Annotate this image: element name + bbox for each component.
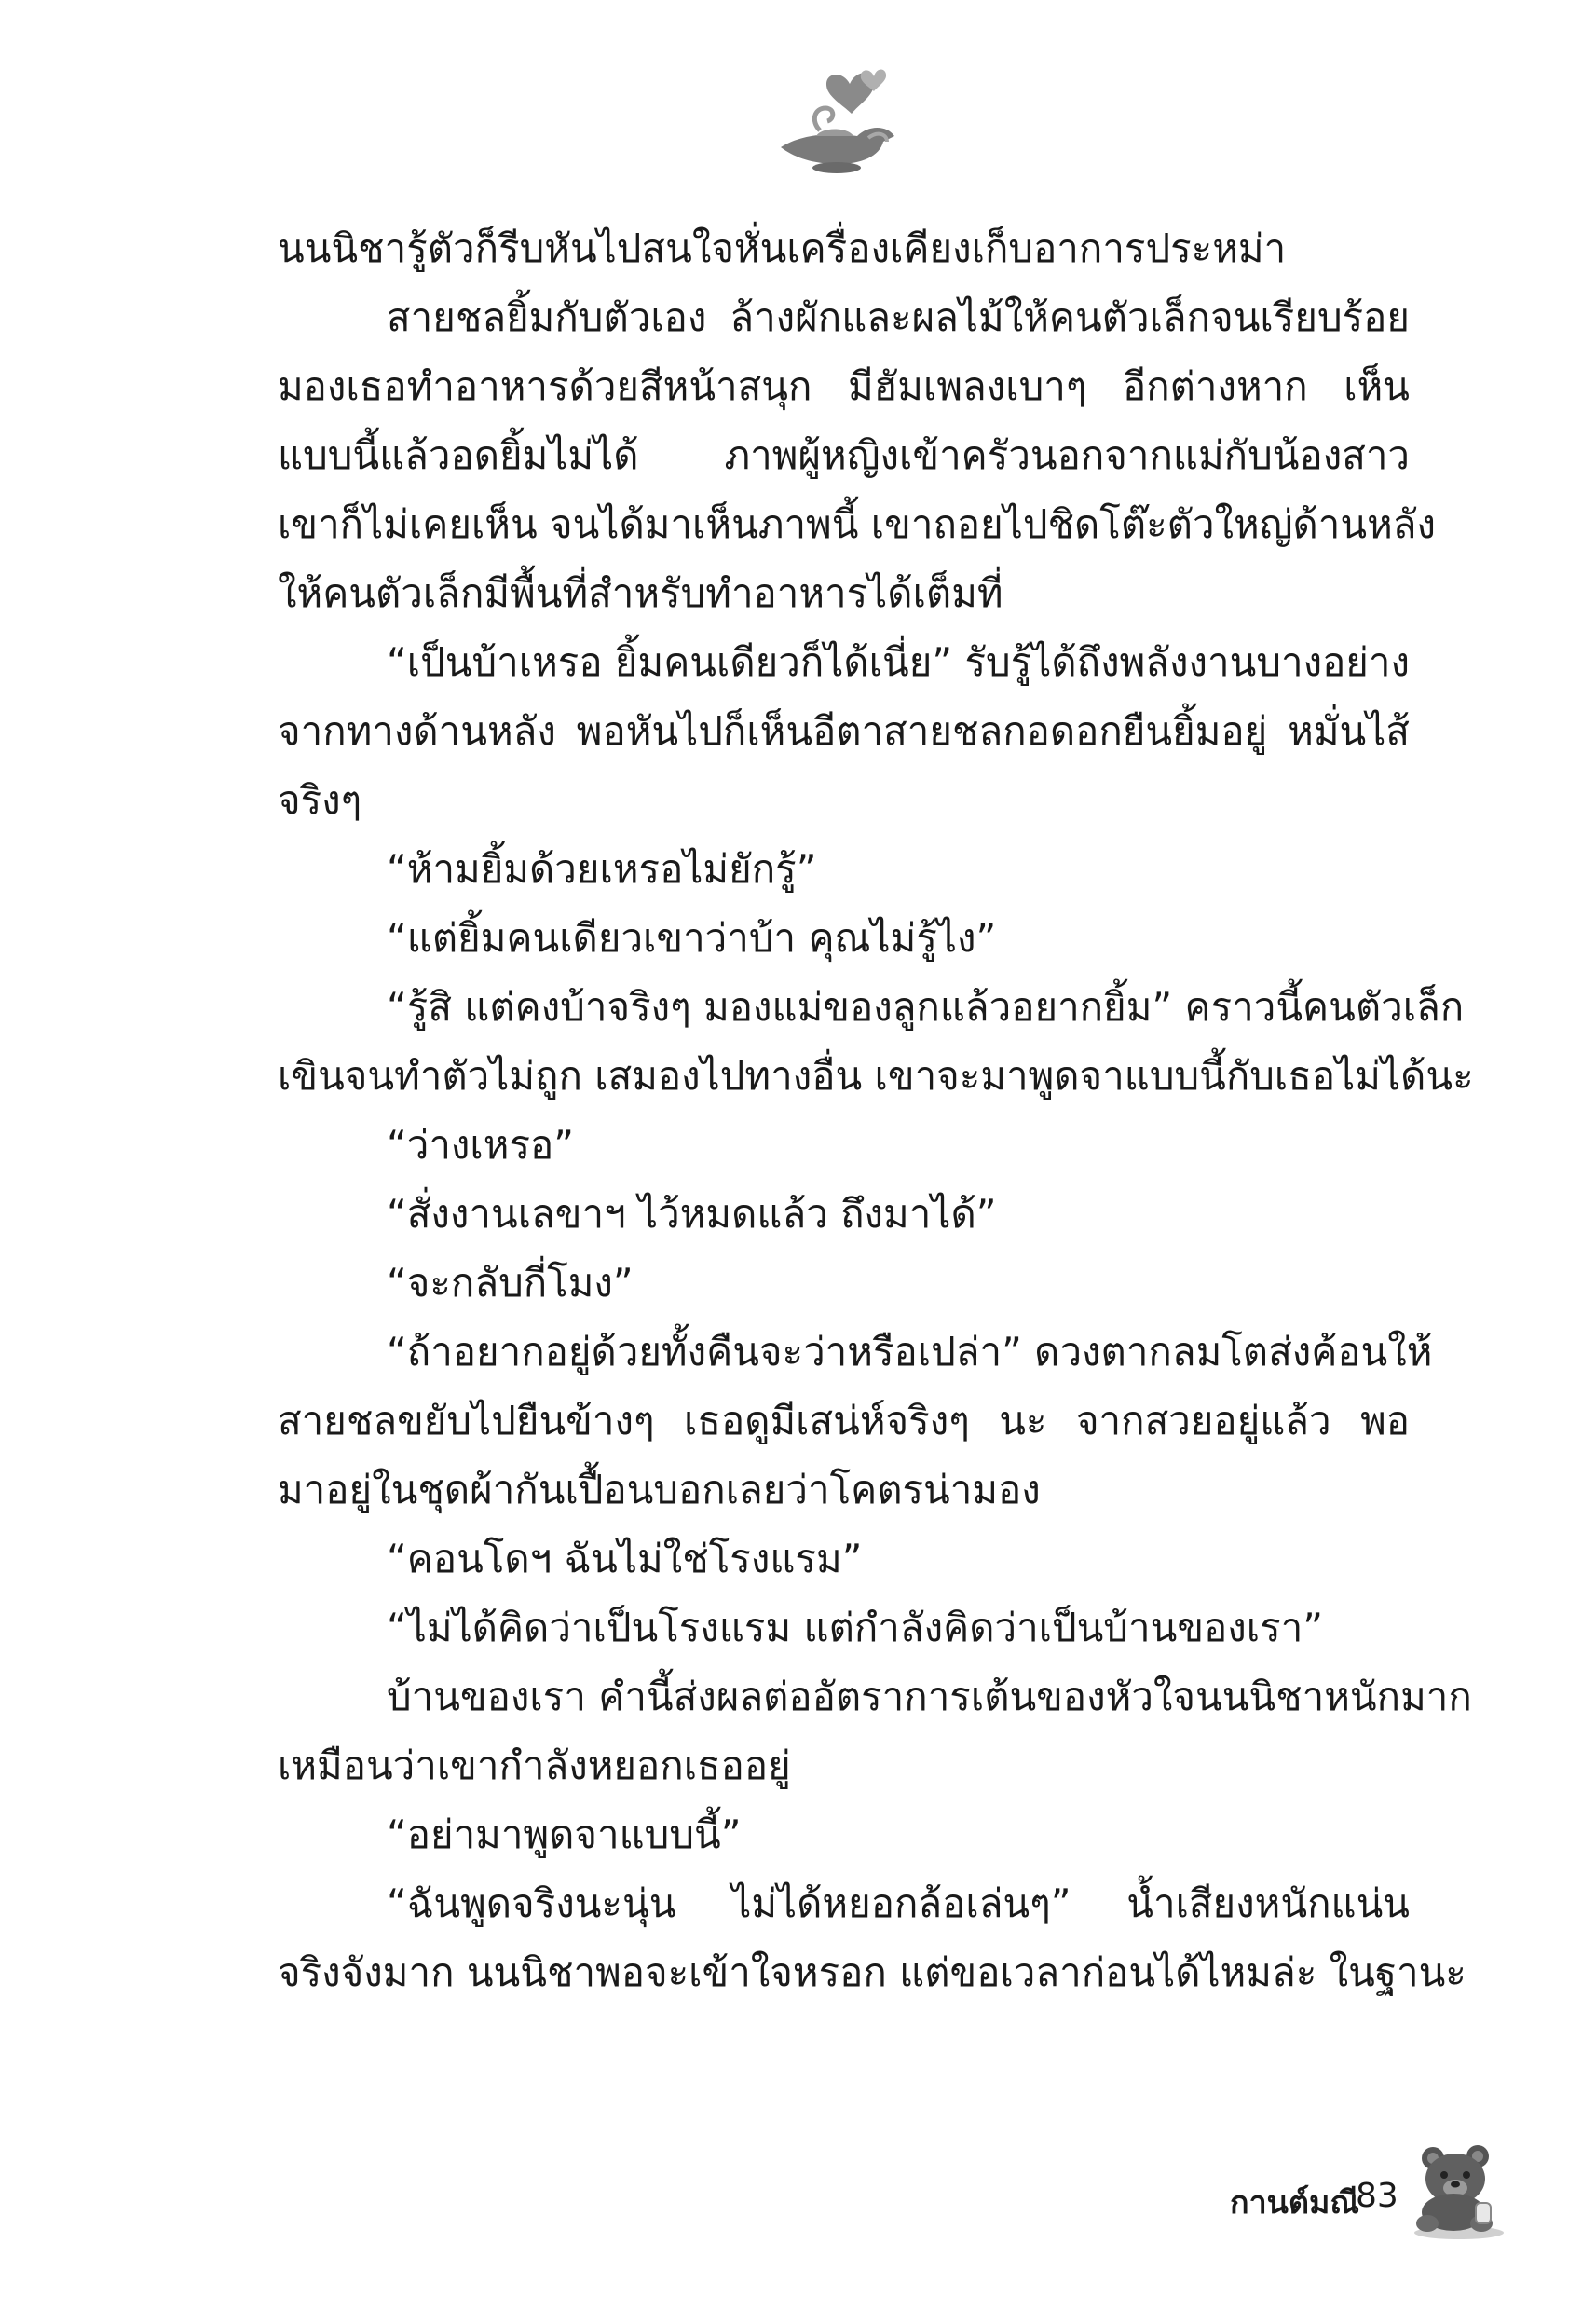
paragraph-line: มาอยู่ในชุดผ้ากันเปื้อนบอกเลยว่าโคตรน่ามอง bbox=[278, 1467, 1041, 1512]
page-footer bbox=[1044, 2143, 1509, 2246]
dialogue-line: “ว่างเหรอ” bbox=[387, 1122, 575, 1168]
dialogue-line: “อย่ามาพูดจาแบบนี้” bbox=[387, 1812, 742, 1857]
dialogue-line: “แต่ยิ้มคนเดียวเขาว่าบ้า คุณไม่รู้ไง” bbox=[387, 915, 997, 961]
paragraph-line: แบบนี้แล้วอดยิ้มไม่ได้ ภาพผู้หญิงเข้าครัวนอกจากแม่กับน้องสาว bbox=[278, 432, 1410, 478]
book-title: กานต์มณี bbox=[1230, 2184, 1359, 2222]
paragraph-line: “เป็นบ้าเหรอ ยิ้มคนเดียวก็ได้เนี่ย” รับรู้ได้ถึงพลังงานบางอย่าง bbox=[387, 639, 1410, 685]
paragraph-line: จากทางด้านหลัง พอหันไปก็เห็นอีตาสายชลกอดอกยืนยิ้มอยู่ หมั่นไส้ bbox=[278, 708, 1410, 754]
genie-lamp-heart-icon bbox=[764, 56, 913, 177]
dialogue-line: “ไม่ได้คิดว่าเป็นโรงแรม แต่กำลังคิดว่าเป็นบ้านของเรา” bbox=[387, 1605, 1324, 1650]
dialogue-line: “จะกลับกี่โมง” bbox=[387, 1260, 634, 1306]
page-number: 83 bbox=[1356, 2177, 1398, 2215]
paragraph-line: สายชลขยับไปยืนข้างๆ เธอดูมีเสน่ห์จริงๆ นะ จากสวยอยู่แล้ว พอ bbox=[278, 1398, 1410, 1443]
dialogue-line: “รู้สิ แต่คงบ้าจริงๆ มองแม่ของลูกแล้วอยากยิ้ม” คราวนี้คนตัวเล็ก bbox=[387, 984, 1465, 1030]
paragraph-line: จริงๆ bbox=[278, 777, 362, 823]
paragraph-line: เขาก็ไม่เคยเห็น จนได้มาเห็นภาพนี้ เขาถอยไปชิดโต๊ะตัวใหญ่ด้านหลัง bbox=[278, 501, 1437, 547]
dialogue-line: “สั่งงานเลขาฯ ไว้หมดแล้ว ถึงมาได้” bbox=[387, 1191, 997, 1237]
paragraph-line: จริงจังมาก นนนิชาพอจะเข้าใจหรอก แต่ขอเวลาก่อนได้ไหมล่ะ ในฐานะ bbox=[278, 1949, 1466, 1995]
paragraph-line: เขินจนทำตัวไม่ถูก เสมองไปทางอื่น เขาจะมาพูดจาแบบนี้กับเธอไม่ได้นะ bbox=[278, 1053, 1474, 1099]
paragraph-line: ให้คนตัวเล็กมีพื้นที่สำหรับทำอาหารได้เต็มที่ bbox=[278, 570, 1003, 616]
paragraph-line: เหมือนว่าเขากำลังหยอกเธออยู่ bbox=[278, 1743, 791, 1788]
dialogue-line: “ฉันพูดจริงนะนุ่น ไม่ได้หยอกล้อเล่นๆ” น้ำเสียงหนักแน่น bbox=[387, 1880, 1410, 1926]
dialogue-line: “คอนโดฯ ฉันไม่ใช่โรงแรม” bbox=[387, 1536, 863, 1581]
paragraph-line: สายชลยิ้มกับตัวเอง ล้างผักและผลไม้ให้คนตัวเล็กจนเรียบร้อย bbox=[387, 294, 1410, 340]
body-text bbox=[278, 214, 1474, 2007]
paragraph-line: นนนิชารู้ตัวก็รีบหันไปสนใจหั่นเครื่องเคียงเก็บอาการประหม่า bbox=[278, 226, 1287, 271]
dialogue-line: “ถ้าอยากอยู่ด้วยทั้งคืนจะว่าหรือเปล่า” ดวงตากลมโตส่งค้อนให้ bbox=[387, 1329, 1433, 1374]
teddy-bear-icon bbox=[1407, 2143, 1509, 2241]
dialogue-line: “ห้ามยิ้มด้วยเหรอไม่ยักรู้” bbox=[387, 846, 817, 892]
paragraph-line: มองเธอทำอาหารด้วยสีหน้าสนุก มีฮัมเพลงเบาๆ อีกต่างหาก เห็น bbox=[278, 363, 1410, 409]
paragraph-line: บ้านของเรา คำนี้ส่งผลต่ออัตราการเต้นของหัวใจนนนิชาหนักมาก bbox=[387, 1674, 1472, 1719]
